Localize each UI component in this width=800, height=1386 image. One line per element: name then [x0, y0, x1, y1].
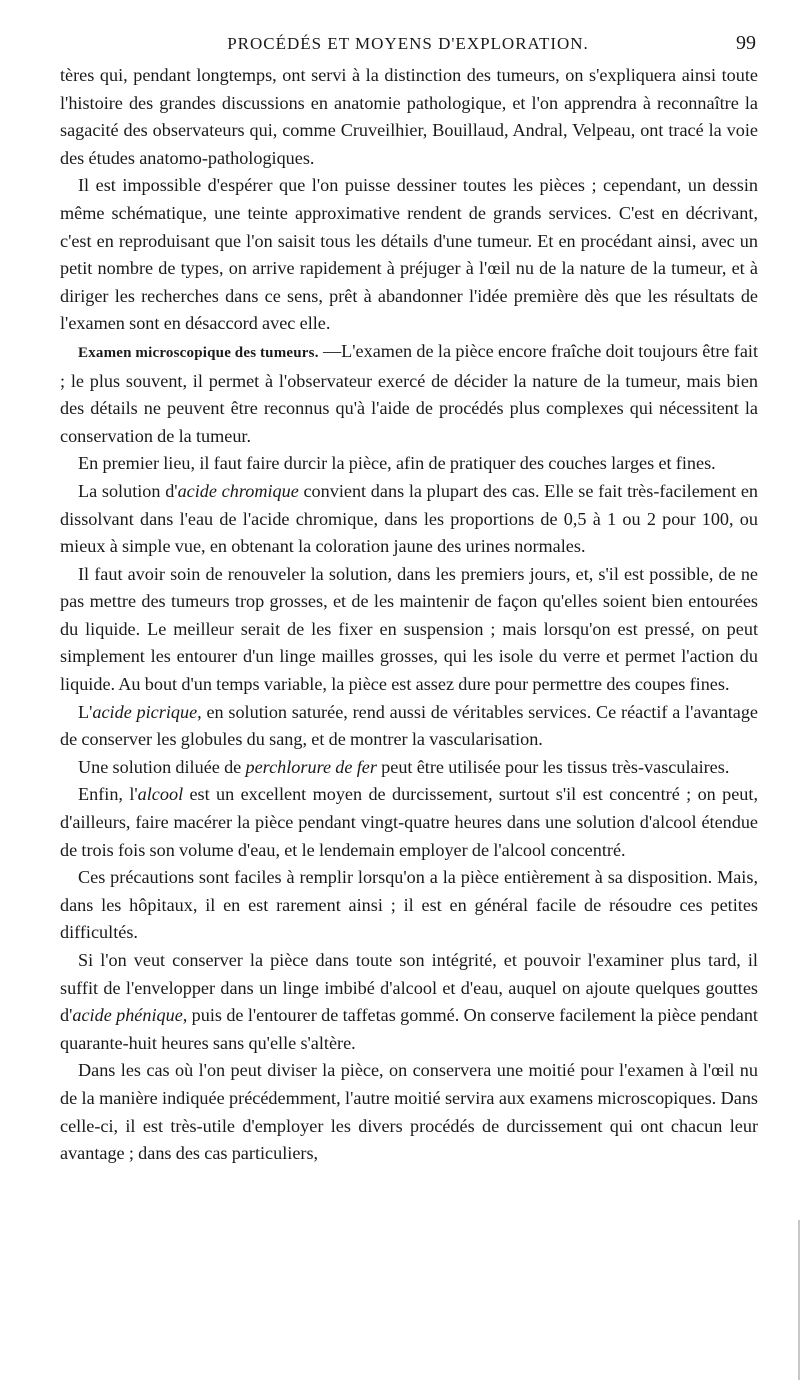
page-number: 99 — [736, 32, 756, 54]
italic-term: acide picrique — [92, 701, 198, 722]
paragraph: La solution d'acide chromique convient dans la plupart des cas. Elle se fait très-facilement en dissolvant dans l'eau de l'acide chromique, dans les proportions de 0,5 à 1 ou 2 pour 100, ou mieux à simple vue, en obtenant la coloration jaune des urines normales. — [60, 480, 758, 557]
paragraph: tères qui, pendant longtemps, ont servi à la distinction des tumeurs, on s'expliquera ainsi toute l'histoire des grandes discussions en anatomie pathologique, et l'on apprendra à reconnaître la sagacité des observateurs qui, comme Cruveilhier, Bouillaud, Andral, Velpeau, ont tracé la voie des études anatomo-pathologiques. — [60, 65, 758, 168]
paragraph: Il faut avoir soin de renouveler la solution, dans les premiers jours, et, s'il est possible, de ne pas mettre des tumeurs trop grosses, et de les maintenir de façon qu'elles soient bien entourées du liquide. Le meilleur serait de les fixer en suspension ; mais lorsqu'on est pressé, on peut simplement les entourer d'un linge mailles grosses, qui les isole du verre et permet l'action du liquide. Au bout d'un temps variable, la pièce est assez dure pour permettre des coupes fines. — [60, 563, 758, 695]
running-title: PROCÉDÉS ET MOYENS D'EXPLORATION. — [227, 34, 589, 53]
body-text — [60, 62, 758, 1168]
paragraph: L'acide picrique, en solution saturée, rend aussi de véritables services. Ce réactif a l'avantage de conserver les globules du sang, et de montrer la vascularisation. — [60, 701, 758, 750]
paragraph: Une solution diluée de perchlorure de fer peut être utilisée pour les tissus très-vasculaires. — [78, 756, 730, 777]
paragraph: Enfin, l'alcool est un excellent moyen de durcissement, surtout s'il est concentré ; on peut, d'ailleurs, faire macérer la pièce pendant vingt-quatre heures dans une solution d'alcool étendue de trois fois son volume d'eau, et le lendemain employer de l'alcool concentré. — [60, 784, 759, 860]
italic-term: alcool — [137, 784, 184, 805]
paragraph: Il est impossible d'espérer que l'on puisse dessiner toutes les pièces ; cependant, un dessin même schématique, une teinte approximative rendent de grands services. C'est en décrivant, c'est en reproduisant que l'on saisit tous les détails d'une tumeur. Et en procédant ainsi, avec un petit nombre de types, on arrive rapidement à préjuger à l'œil nu de la nature de la tumeur, et à diriger les recherches dans ce sens, prêt à abandonner l'idée première dès que les résultats de l'examen sont en désaccord avec elle. — [60, 175, 758, 334]
section-heading: Examen microscopique des tumeurs. — [78, 344, 319, 361]
paragraph: Ces précautions sont faciles à remplir lorsqu'on a la pièce entièrement à sa disposition. Mais, dans les hôpitaux, il en est rarement ainsi ; il est en général facile de résoudre ces petites difficultés. — [60, 867, 758, 943]
paragraph-section-start: Examen microscopique des tumeurs. —L'examen de la pièce encore fraîche doit toujours être fait ; le plus souvent, il permet à l'observateur exercé de décider la nature de la tumeur, mais bien des détails ne peuvent être reconnus qu'à l'aide de procédés plus complexes qui nécessitent la conservation de la tumeur. — [60, 340, 759, 446]
running-head — [60, 34, 756, 60]
paragraph: En premier lieu, il faut faire durcir la pièce, afin de pratiquer des couches larges et fines. — [78, 453, 716, 474]
italic-term: acide phénique — [72, 1005, 183, 1026]
italic-term: acide chromique — [177, 480, 299, 501]
paragraph: Si l'on veut conserver la pièce dans toute son intégrité, et pouvoir l'examiner plus tard, il suffit de l'envelopper dans un linge imbibé d'alcool et d'eau, auquel on ajoute quelques gouttes d'acide phénique, puis de l'entourer de taffetas gommé. On conserve facilement la pièce pendant quarante-huit heures sans qu'elle s'altère. — [60, 950, 758, 1053]
paragraph: Dans les cas où l'on peut diviser la pièce, on conservera une moitié pour l'examen à l'œil nu de la manière indiquée précédemment, l'autre moitié servira aux examens microscopiques. Dans celle-ci, il est très-utile d'employer les divers procédés de durcissement qui ont chacun leur avantage ; dans des cas particuliers, — [60, 1060, 758, 1164]
italic-term: perchlorure de fer — [245, 756, 377, 777]
